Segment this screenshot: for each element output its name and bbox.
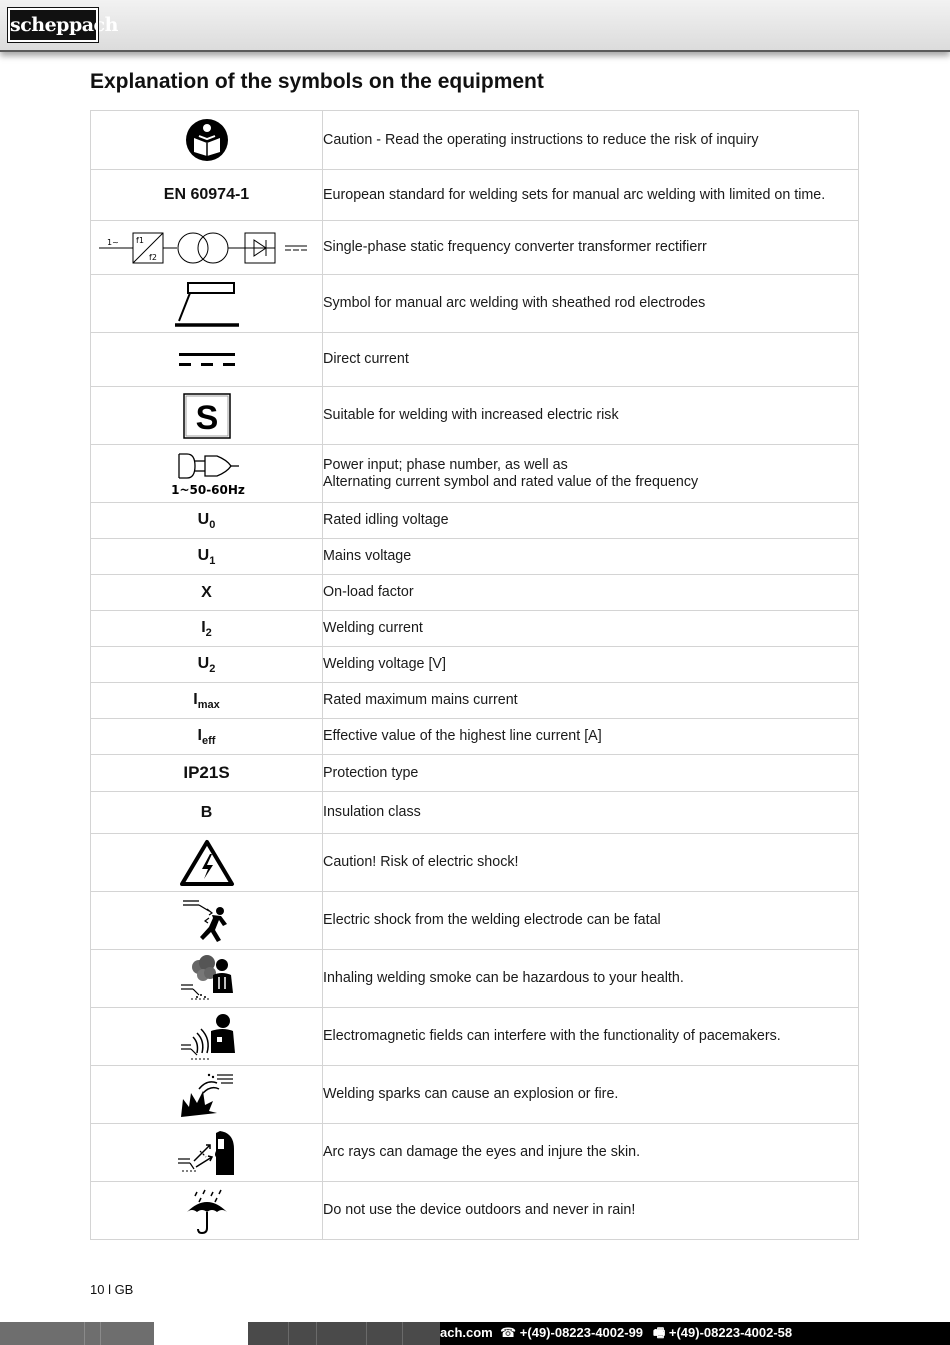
table-row: [91, 792, 859, 834]
footer-stripe-divider: [366, 1322, 367, 1345]
s-mark-icon: [182, 392, 232, 440]
table-row: [91, 755, 859, 792]
table-row: [91, 1066, 859, 1124]
row-description-line-1: Power input; phase number, as well as: [323, 456, 568, 473]
table-row: [91, 950, 859, 1008]
pacemaker-field-icon: [177, 1011, 237, 1063]
row-description: Welding sparks can cause an explosion or fire.: [323, 1086, 619, 1102]
row-description: Electromagnetic fields can interfere with the functionality of pacemakers.: [323, 1028, 781, 1044]
electric-shock-warning-icon: [179, 839, 235, 887]
row-description: Arc rays can damage the eyes and injure the skin.: [323, 1144, 641, 1160]
row-description: Direct current: [323, 351, 409, 367]
direct-current-icon: [177, 350, 237, 370]
symbol-main: U: [197, 546, 210, 564]
row-description: On-load factor: [323, 584, 414, 600]
table-row: [91, 611, 859, 647]
row-description: Protection type: [323, 764, 419, 781]
welding-smoke-icon: [177, 953, 237, 1005]
table-row: [91, 719, 859, 755]
footer-website: ach.com: [440, 1325, 493, 1340]
symbol-main: X: [201, 583, 212, 601]
symbol-main: U: [197, 510, 210, 528]
table-row: [91, 221, 859, 275]
footer-stripe-divider: [84, 1322, 85, 1345]
footer-stripe-divider: [288, 1322, 289, 1345]
footer-stripe: [0, 1322, 154, 1345]
row-description: Single-phase static frequency converter transformer rectifierr: [323, 239, 707, 255]
footer-fax: 🖷 +(49)-08223-4002-58: [653, 1325, 793, 1340]
power-rating-label: 1~50-60Hz: [170, 482, 245, 497]
header-bar: [0, 0, 950, 52]
page-number: 10 l GB: [90, 1282, 134, 1297]
footer-stripe: [248, 1322, 440, 1345]
power-plug-icon: [167, 450, 247, 498]
footer-stripe-divider: [316, 1322, 317, 1345]
row-description: Welding voltage [V]: [323, 656, 446, 672]
table-row: [91, 275, 859, 333]
symbols-table: [90, 110, 859, 1240]
table-row: [91, 333, 859, 387]
row-description: Effective value of the highest line current [A]: [323, 728, 602, 744]
footer-phone: ☎ +(49)-08223-4002-99: [500, 1325, 644, 1340]
row-description: Insulation class: [323, 804, 421, 820]
electrode-shock-icon: [179, 896, 235, 946]
table-row: [91, 647, 859, 683]
symbol-subscript: max: [197, 698, 220, 711]
f2-label: f2: [148, 252, 157, 262]
table-row: [91, 834, 859, 892]
symbol-subscript: 2: [205, 626, 212, 639]
row-description: Symbol for manual arc welding with sheathed rod electrodes: [323, 295, 706, 311]
symbol-main: I: [197, 726, 202, 744]
protection-type-code: IP21S: [183, 763, 230, 782]
footer-contact: [440, 1322, 950, 1345]
row-description: Do not use the device outdoors and never in rain!: [323, 1202, 636, 1218]
table-row: [91, 1008, 859, 1066]
frequency-converter-icon: [97, 230, 317, 266]
row-description: Rated maximum mains current: [323, 692, 518, 708]
table-row: [91, 387, 859, 445]
row-description: Suitable for welding with increased electric risk: [323, 407, 619, 423]
table-row: [91, 1182, 859, 1240]
table-row: [91, 111, 859, 170]
table-row: [91, 445, 859, 503]
row-description: Mains voltage: [323, 548, 412, 564]
symbol-subscript: 0: [209, 518, 216, 531]
symbol-main: U: [197, 654, 210, 672]
row-description: Caution - Read the operating instructions to reduce the risk of inquiry: [323, 131, 759, 148]
row-description: Caution! Risk of electric shock!: [323, 854, 519, 870]
footer-bar: [0, 1322, 950, 1345]
page-title: Explanation of the symbols on the equipment: [90, 70, 544, 93]
row-description: European standard for welding sets for manual arc welding with limited on time.: [323, 186, 826, 203]
footer-stripe-divider: [100, 1322, 101, 1345]
s-mark-letter: S: [195, 398, 218, 437]
insulation-class-code: B: [200, 803, 213, 821]
symbol-subscript: 1: [209, 554, 216, 567]
sparks-explosion-icon: [177, 1069, 237, 1121]
table-row: [91, 170, 859, 221]
row-description: Inhaling welding smoke can be hazardous to your health.: [323, 970, 684, 986]
row-description: Rated idling voltage: [323, 512, 449, 528]
arc-rays-icon: [176, 1127, 238, 1179]
read-manual-icon: [185, 118, 229, 162]
standard-code: EN 60974-1: [163, 186, 250, 203]
symbol-main: I: [193, 690, 198, 708]
table-row: [91, 539, 859, 575]
umbrella-rain-icon: [183, 1186, 231, 1236]
symbol-subscript: 2: [209, 662, 216, 675]
table-row: [91, 892, 859, 950]
row-description-line-2: Alternating current symbol and rated value of the frequency: [323, 473, 699, 490]
symbol-subscript: eff: [202, 734, 216, 747]
row-description: Electric shock from the welding electrode can be fatal: [323, 912, 661, 928]
table-row: [91, 1124, 859, 1182]
f1-label: f1: [135, 235, 144, 245]
table-row: [91, 683, 859, 719]
arc-welding-rod-icon: [172, 279, 242, 329]
table-row: [91, 503, 859, 539]
footer-stripe-divider: [402, 1322, 403, 1345]
symbol-main: I: [201, 618, 206, 636]
brand-logo: scheppach: [8, 8, 98, 42]
table-row: [91, 575, 859, 611]
row-description: Welding current: [323, 620, 423, 636]
input-phase-label: 1~: [106, 237, 119, 247]
